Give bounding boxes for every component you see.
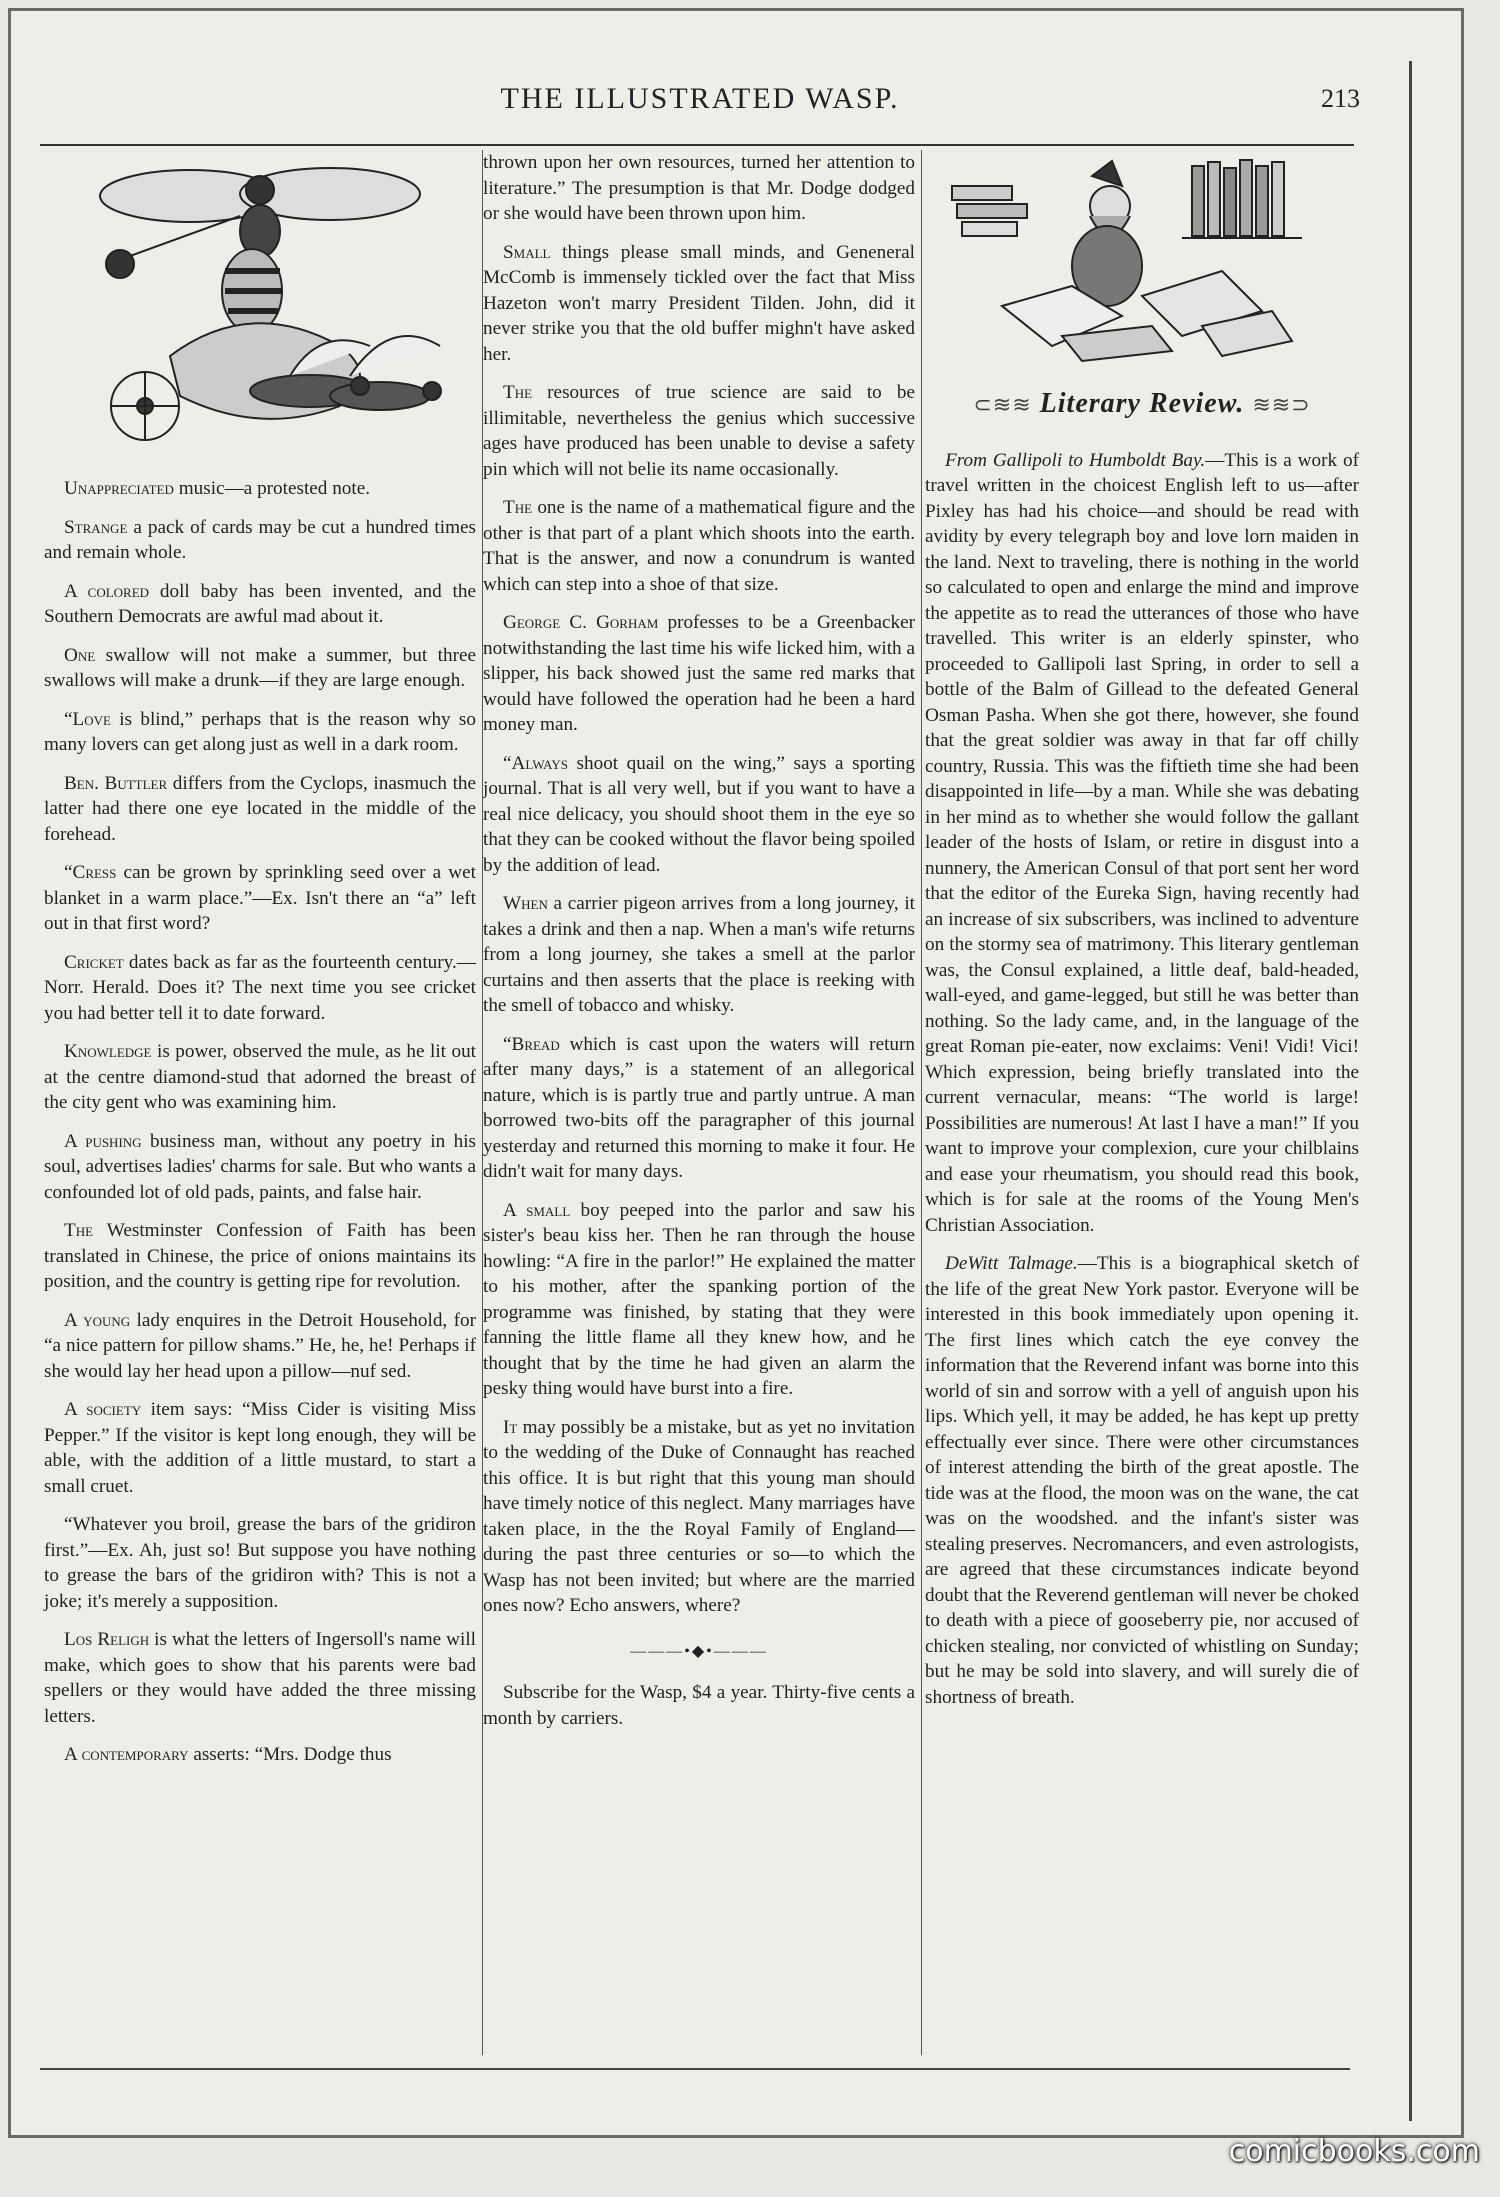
- wasp-chariot-illustration: [60, 156, 460, 456]
- paragraph-text: a pack of cards may be cut a hundred times and remain whole.: [44, 516, 476, 563]
- paragraph-lead: Small: [503, 241, 551, 263]
- paragraph-text: a carrier pigeon arrives from a long journey, it takes a drink and then a nap. When a man's wife returns from a long journey, she takes a smell at the parlor curtains and then asserts that the place is reeking with the smell of tobacco and whisky.: [483, 893, 915, 1016]
- paragraph-text: resources of true science are said to be illimitable, nevertheless the genius which successive ages have produced has been unable to devise a safety pin which will not belie its name occasionally.: [483, 382, 915, 480]
- paragraph-lead: One: [64, 644, 96, 666]
- paragraph-text: Westminster Confession of Faith has been translated in Chinese, the price of onions maintains its position, and the country is getting ripe for revolution.: [44, 1220, 476, 1292]
- paragraph: [44, 1742, 476, 1768]
- masthead-title: THE ILLUSTRATED WASP.: [500, 82, 900, 115]
- paragraph-lead: Knowledge: [64, 1041, 152, 1062]
- paragraph: [483, 891, 915, 1019]
- paragraph-lead: A pushing: [64, 1130, 142, 1152]
- paragraph: [483, 1415, 915, 1619]
- gnome-reading-books-illustration: [942, 156, 1342, 371]
- paragraph-text: business man, without any poetry in his soul, advertises ladies' charms for sale. But who wants a confounded lot of old pads, paints, and false hair.: [44, 1130, 477, 1203]
- review-text: —This is a biographical sketch of the life of the great New York pastor. Everyone will be interested in this book immediately upon opening it. The first lines which catch the eye convey the information that the Reverend infant was borne into this world of sin and sorrow with a yell of anguish upon his lips. Which yell, it may be added, he has kept up pretty effectually ever since. There were other circumstances of interest attending the birth of the great apostle. The tide was at the flood, the moon was on the wane, the cat was on the woodshed. and the infant's sister was stealing preserves. Necromancers, and even astrologists, are agreed that these circumstances indicate beyond doubt that the Reverend gentleman will never be choked to death with a piece of gooseberry pie, nor accused of chicken stealing, nor convicted of whistling on Sunday; but he may be sold into slavery, and will surely die of shortness of breath.: [925, 1253, 1360, 1708]
- paragraph-text: one is the name of a mathematical figure and the other is that part of a plant which shoots into the earth. That is the answer, and now a conundrum is wanted which can step into a shoe of that size.: [483, 497, 915, 595]
- review-book-title: DeWitt Talmage.: [945, 1253, 1078, 1274]
- paragraph-text: swallow will not make a summer, but three swallows will make a drunk—if they are large enough.: [44, 644, 476, 691]
- paragraph-text: is blind,” perhaps that is the reason why so many lovers can get along just as well in a dark room.: [44, 708, 476, 755]
- paragraph: [483, 380, 915, 482]
- paragraph-lead: Unappreciated: [64, 478, 174, 499]
- paragraph: [44, 579, 476, 630]
- paragraph-lead: “Always: [503, 752, 568, 774]
- paragraph-lead: “Cress: [64, 862, 117, 883]
- paragraph: [483, 150, 915, 227]
- paragraph: [44, 860, 476, 937]
- paragraph-text: boy peeped into the parlor and saw his sister's beau kiss her. Then he ran through the house howling: “A fire in the parlor!” He explained the matter to his mother, after the spanking portion of the programme was finished, by stating that they were fanning the little flame all they knew how, and he thought that by the time he had given an alarm the pesky thing would have burst into a fire.: [483, 1199, 916, 1399]
- paragraph-lead: A colored: [64, 580, 150, 602]
- paragraph: [483, 1198, 915, 1402]
- column-divider-2: [921, 150, 922, 2055]
- bottom-rule: [40, 2068, 1350, 2070]
- paragraph-text: lady enquires in the Detroit Household, for “a nice pattern for pillow shams.” He, he, he! Perhaps if she would lay her head upon a pillow—nuf sed.: [44, 1309, 476, 1382]
- column-3: [925, 150, 1359, 1723]
- paragraph: [44, 950, 476, 1027]
- paragraph-text: professes to be a Greenbacker notwithstanding the last time his wife licked him, with a slipper, his back showed just the same red marks that would have followed the operation had he been a hard money man.: [483, 612, 915, 735]
- paragraph: [483, 751, 915, 879]
- paragraph: [44, 1512, 476, 1614]
- paragraph-lead: A small: [503, 1199, 571, 1221]
- paragraph: [44, 707, 476, 758]
- paragraph-lead: A young: [64, 1309, 131, 1331]
- header-rule: [40, 144, 1354, 146]
- page-edge-rule: [1409, 61, 1412, 2121]
- paragraph-lead: Ben. Buttler: [64, 772, 168, 794]
- paragraph-text: dates back as far as the fourteenth century.—Norr. Herald. Does it? The next time you see cricket you had better tell it to date forward.: [44, 951, 476, 1024]
- paragraph-text: is what the letters of Ingersoll's name will make, which goes to show that his parents were bad spellers or they would have added the three missing letters.: [44, 1629, 477, 1727]
- paragraph-text: thrown upon her own resources, turned her attention to literature.” The presumption is that Mr. Dodge dodged or she would have been thrown upon him.: [483, 152, 915, 224]
- ornamental-divider: ———•◆•———: [630, 1642, 768, 1660]
- paragraph-text: can be grown by sprinkling seed over a wet blanket in a warm place.”—Ex. Isn't there an “a” left out in that first word?: [44, 862, 476, 934]
- book-review: [925, 1251, 1359, 1710]
- paragraph-text: is power, observed the mule, as he lit out at the centre diamond-stud that adorned the breast of the city gent who was examining him.: [44, 1041, 476, 1113]
- paragraph: [44, 476, 476, 502]
- paragraph: [44, 771, 476, 848]
- paragraph-text: may possibly be a mistake, but as yet no invitation to the wedding of the Duke of Connaught has reached this office. It is but right that this young man should have timely notice of this neglect. Many marriages have taken place, in the the Royal Family of England—during the past three centuries or so—to which the Wasp has not been invited; but where are the married ones now? Echo answers, where?: [483, 1416, 915, 1616]
- paragraph-lead: A contemporary: [64, 1744, 189, 1765]
- book-review: [925, 448, 1359, 1239]
- paragraph-lead: The: [64, 1220, 94, 1241]
- paragraph-lead: A society: [64, 1399, 142, 1420]
- literary-review-heading: ⊂≋≋ Literary Review. ≋≋⊃: [973, 388, 1311, 419]
- paragraph-text: “Whatever you broil, grease the bars of the gridiron first.”—Ex. Ah, just so! But suppose you have nothing to grease the bars of the gridiron with? This is not a joke; it's merely a supposition.: [44, 1514, 476, 1612]
- page-number: 213: [1321, 84, 1360, 113]
- paragraph-lead: Cricket: [64, 951, 124, 973]
- paragraph-lead: “Bread: [503, 1033, 560, 1055]
- paragraph-text: music—a protested note.: [173, 478, 371, 499]
- subscribe-notice: Subscribe for the Wasp, $4 a year. Thirty-five cents a month by carriers.: [483, 1682, 915, 1729]
- paragraph-lead: The: [503, 497, 533, 518]
- paragraph: [483, 240, 915, 368]
- review-book-title: From Gallipoli to Humboldt Bay.: [945, 449, 1206, 471]
- paragraph-text: differs from the Cyclops, inasmuch the latter had there one eye located in the middle of the forehead.: [44, 772, 477, 845]
- paragraph: [44, 1129, 476, 1206]
- paragraph-lead: “Love: [64, 708, 111, 730]
- site-watermark: comicbooks.com: [1228, 2134, 1480, 2169]
- paragraph: [483, 1032, 915, 1185]
- paragraph: [44, 1397, 476, 1499]
- paragraph: [483, 495, 915, 597]
- paragraph-lead: Strange: [64, 516, 128, 538]
- paragraph-text: doll baby has been invented, and the Southern Democrats are awful mad about it.: [44, 580, 476, 627]
- paragraph: [44, 1039, 476, 1116]
- paragraph-text: which is cast upon the waters will return after many days,” is a statement of an allegorical nature, which is is partly true and partly untrue. A man borrowed two-bits off the paragrapher of this journal yesterday and returned this morning to make it four. He didn't wait for many days.: [483, 1033, 915, 1182]
- paragraph-text: things please small minds, and Geneneral McComb is immensely tickled over the fact that Miss Hazeton won't marry President Tilden. John, did it never strike you that the old buffer mighn't have asked her.: [483, 241, 915, 365]
- paragraph: [44, 1627, 476, 1729]
- column-2: [483, 150, 915, 1744]
- paragraph-lead: It: [503, 1416, 518, 1438]
- column-1: [44, 150, 476, 1781]
- review-text: —This is a work of travel written in the choicest English left to us—after Pixley has had his choice—and should be read with avidity by every telegraph boy and love lorn maiden in the land. Next to traveling, there is nothing in the world so calculated to open and enlarge the mind and improve the appetite as to read the utterances of those who have travelled. This writer is an elderly spinster, who proceeded to Gallipoli last Spring, in order to sell a bottle of the Balm of Gillead to the defeated General Osman Pasha. When she got there, however, she found that the great soldier was away in that far off chilly country, Russia. This was the fiftieth time she had been disappointed in life—by a man. While she was debating in her mind as to whether she would follow the gallant leader of the hosts of Islam, or retire in disgust into a nunnery, the American Consul of that port sent her word that the editor of the Eureka Sign, having recently had an increase of six subscribers, was inclined to adventure on the stormy sea of matrimony. This literary gentleman was, the Consul explained, a little deaf, bald-headed, wall-eyed, and game-legged, but still he was better than nothing. So the lady came, and, in the language of the great Roman pie-eater, now exclaims: Veni! Vidi! Vici! Which expression, being briefly translated into the current vernacular, means: “The world is large! Possibilities are numerous! At last I have a man!” If you want to improve your complexion, cure your chilblains and ease your rheumatism, you should read this book, which is for sale at the rooms of the Young Men's Christian Association.: [925, 449, 1359, 1236]
- paragraph: [44, 1218, 476, 1295]
- paragraph-text: shoot quail on the wing,” says a sporting journal. That is all very well, but if you want to have a real nice delicacy, you should shoot them in the eye so that they can be cooked without the flavor being spoiled by the addition of lead.: [483, 752, 915, 876]
- literary-review-title: Literary Review.: [1039, 388, 1245, 419]
- paragraph: [44, 643, 476, 694]
- page-header: [40, 82, 1360, 126]
- paragraph: [44, 515, 476, 566]
- paragraph-text: asserts: “Mrs. Dodge thus: [188, 1744, 392, 1765]
- paragraph-lead: When: [503, 893, 548, 914]
- paragraph-lead: The: [503, 382, 533, 403]
- paragraph: [483, 610, 915, 738]
- paragraph-lead: George C. Gorham: [503, 612, 659, 633]
- paragraph-text: item says: “Miss Cider is visiting Miss Pepper.” If the visitor is kept long enough, they will be able, with the addition of a little mustard, to start a small cruet.: [44, 1399, 476, 1497]
- paragraph-lead: Los Religh: [64, 1629, 150, 1650]
- paragraph: [44, 1308, 476, 1385]
